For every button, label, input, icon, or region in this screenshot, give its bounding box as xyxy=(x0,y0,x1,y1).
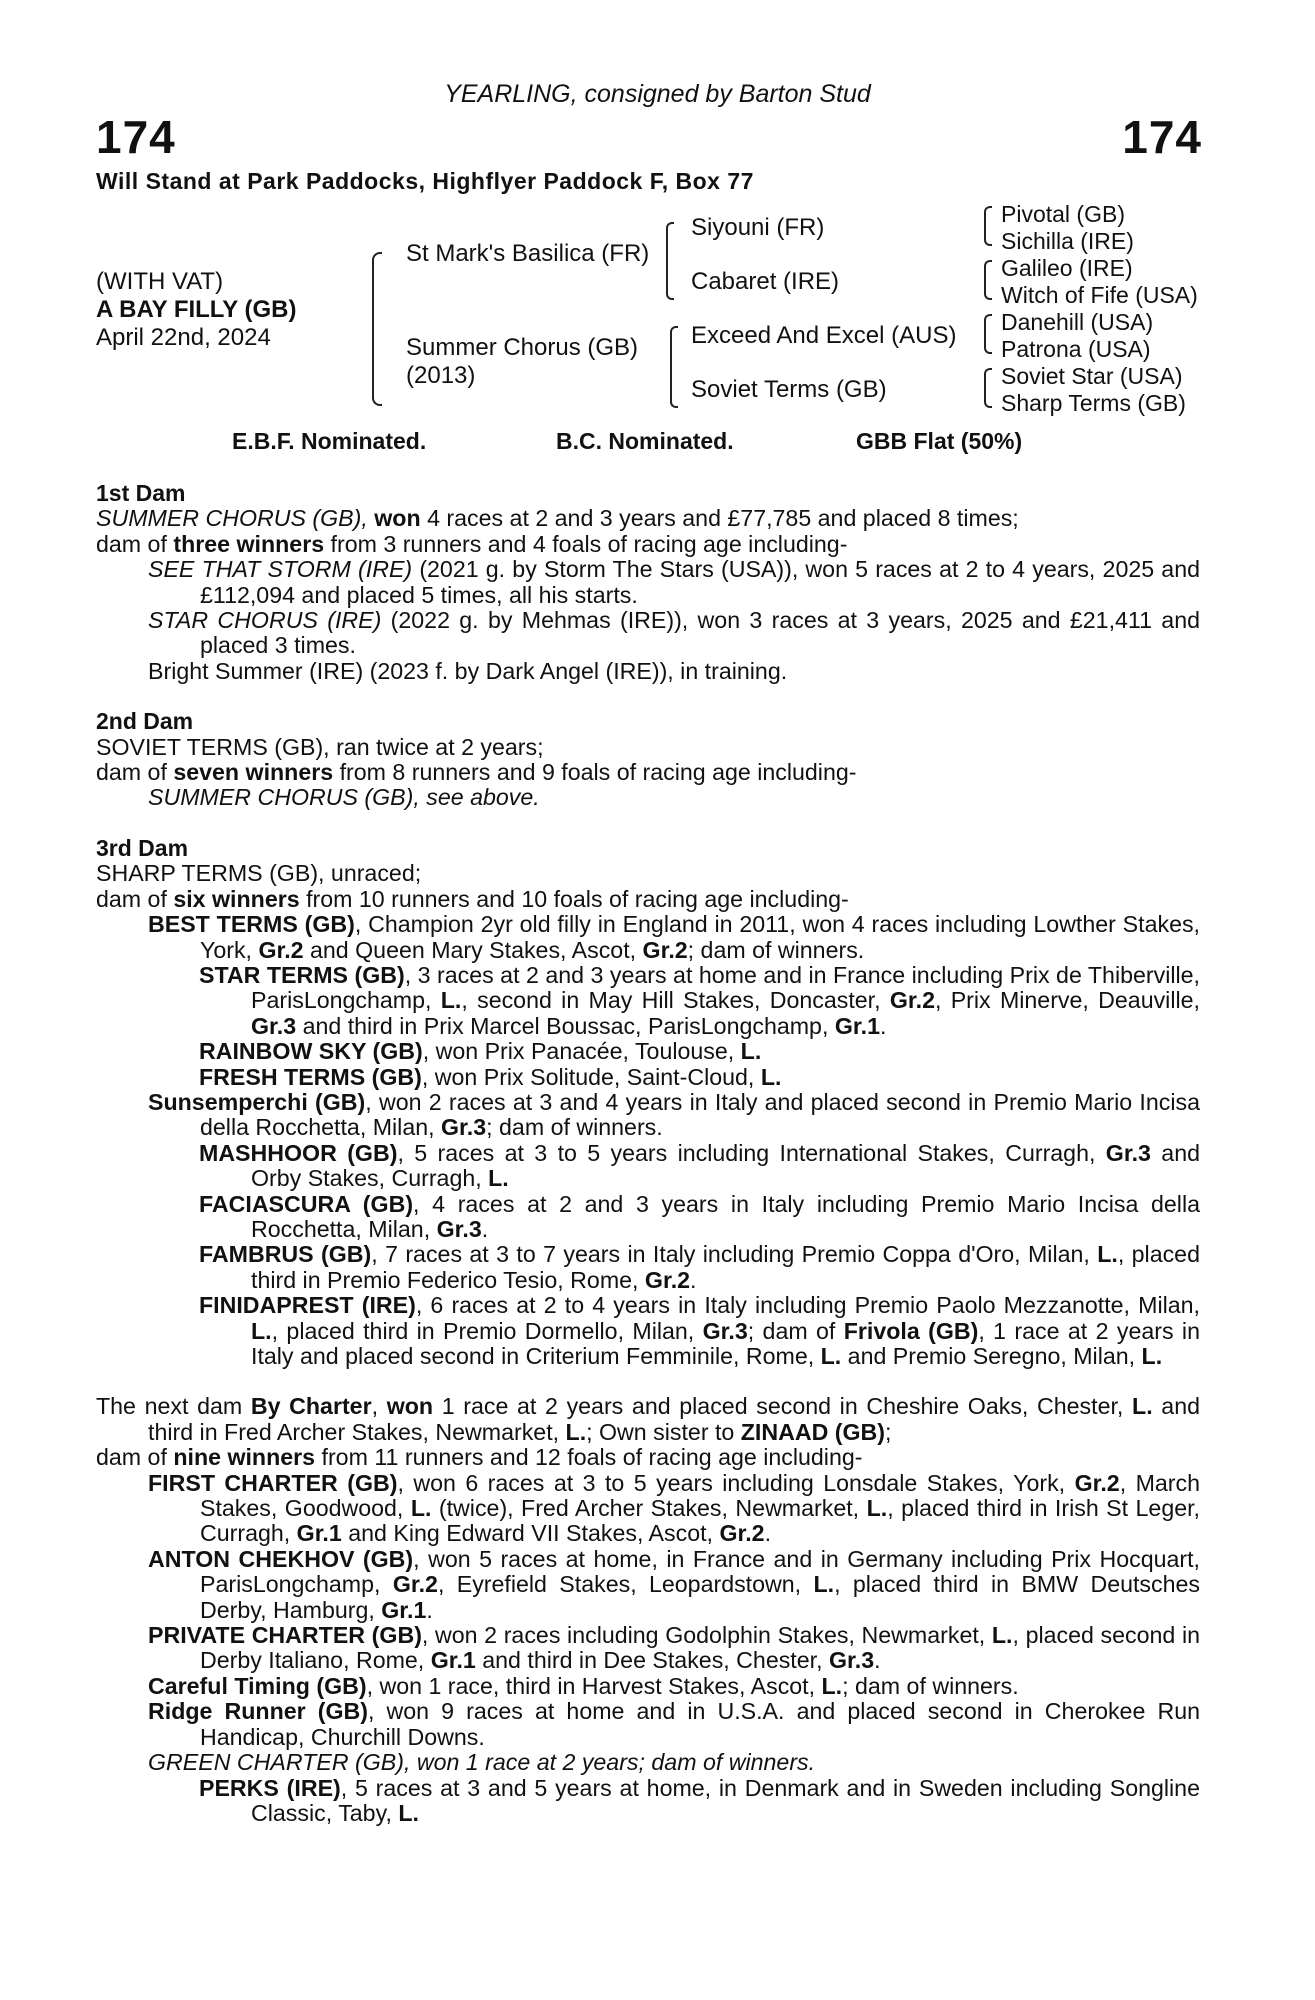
horse-name: Ridge Runner (GB) xyxy=(148,1698,368,1725)
pedigree-g4: Witch of Fife (USA) xyxy=(1001,282,1198,308)
text: , 3 races at 2 and 3 years at home and in France including Prix de Thiberville, ParisLongchamp, xyxy=(251,961,1200,1014)
grade: L. xyxy=(440,987,462,1014)
text: . xyxy=(481,1215,489,1242)
text: , won 2 races at 3 and 4 years in Italy and placed second in Premio Mario Incisa della Rocchetta, Milan, xyxy=(200,1088,1200,1141)
pedigree-g-brace-3 xyxy=(984,314,992,354)
pedigree-g8: Sharp Terms (GB) xyxy=(1001,390,1186,416)
produce-star-chorus xyxy=(96,608,1200,659)
horse-name: Careful Timing (GB) xyxy=(148,1672,367,1699)
produce-rainbow-sky xyxy=(96,1039,1200,1064)
first-dam-name: SUMMER CHORUS (GB), xyxy=(96,505,368,532)
bc-nomination: B.C. Nominated. xyxy=(556,428,734,454)
pedigree-dam-dam: Soviet Terms (GB) xyxy=(691,376,887,403)
text: , placed third in Premio Federico Tesio, Rome, xyxy=(251,1241,1200,1293)
grade: L. xyxy=(760,1063,782,1090)
grade: L. xyxy=(398,1799,419,1826)
grade: Gr.2 xyxy=(644,1266,691,1293)
pedigree-g3: Galileo (IRE) xyxy=(1001,255,1133,281)
produce-see-that-storm xyxy=(96,557,1200,608)
horse-name: Frivola (GB) xyxy=(843,1317,979,1344)
pedigree-g-brace-4 xyxy=(984,368,992,408)
text: (2021 g. by Storm The Stars (USA)), won 5 races at 2 to 4 years, 2025 and £112,094 and placed 5 times, all his starts. xyxy=(200,556,1200,608)
horse-name: A BAY FILLY (GB) xyxy=(96,296,297,323)
produce-summer-chorus: SUMMER CHORUS (GB), see above. xyxy=(148,784,540,811)
text: , won Prix Solitude, Saint-Cloud, xyxy=(421,1063,761,1090)
lot-subtitle: YEARLING, consigned by Barton Stud xyxy=(444,80,871,108)
horse-name: FIRST CHARTER (GB) xyxy=(148,1469,398,1496)
text: and third in Dee Stakes, Chester, xyxy=(475,1647,829,1674)
text: The next dam xyxy=(96,1393,251,1420)
horse-name: PRIVATE CHARTER (GB) xyxy=(148,1622,422,1649)
text: , Champion 2yr old filly in England in 2011, won 4 races including Lowther Stakes, York, xyxy=(200,911,1201,963)
text: 1 race at 2 years and placed second in Cheshire Oaks, Chester, xyxy=(433,1393,1133,1420)
next-dam-line xyxy=(96,1394,1200,1445)
horse-name: STAR CHORUS (IRE) xyxy=(148,607,382,634)
winners-count: six winners xyxy=(173,885,300,912)
pedigree-g5: Danehill (USA) xyxy=(1001,309,1154,335)
text: , xyxy=(371,1393,387,1420)
text: . xyxy=(426,1596,433,1623)
grade: Gr.1 xyxy=(296,1520,342,1547)
grade: L. xyxy=(866,1495,888,1522)
grade: Gr.3 xyxy=(251,1012,297,1039)
pedigree-sire: St Mark's Basilica (FR) xyxy=(406,240,650,267)
grade: L. xyxy=(821,1672,843,1699)
next-dam-produce-line xyxy=(96,1445,1200,1470)
produce-best-terms xyxy=(96,912,1200,963)
pedigree-g6: Patrona (USA) xyxy=(1001,336,1151,362)
grade: L. xyxy=(991,1622,1013,1649)
text: . xyxy=(879,1012,887,1039)
produce-star-terms xyxy=(96,963,1200,1039)
text: , placed second in Derby Italiano, Rome, xyxy=(200,1622,1201,1674)
grade: L. xyxy=(565,1418,587,1445)
text: , 7 races at 3 to 7 years in Italy including Premio Coppa d'Oro, Milan, xyxy=(371,1241,1098,1268)
vat-label: (WITH VAT) xyxy=(96,268,224,295)
grade: L. xyxy=(740,1038,762,1065)
pedigree-g2: Sichilla (IRE) xyxy=(1001,228,1134,254)
text: ; dam of xyxy=(747,1317,844,1344)
horse-name: FACIASCURA (GB) xyxy=(199,1190,414,1217)
ebf-nomination: E.B.F. Nominated. xyxy=(232,428,427,454)
text: , March Stakes, Goodwood, xyxy=(200,1469,1200,1522)
second-dam-heading: 2nd Dam xyxy=(96,708,194,735)
stand-location: Will Stand at Park Paddocks, Highflyer Paddock F, Box 77 xyxy=(96,168,754,194)
text: dam of xyxy=(96,530,174,557)
grade: Gr.2 xyxy=(889,987,935,1014)
horse-name: ZINAAD (GB) xyxy=(740,1418,886,1445)
first-dam-heading: 1st Dam xyxy=(96,480,186,506)
text: ; dam of winners. xyxy=(687,936,865,963)
text: from 11 runners and 12 foals of racing age including- xyxy=(315,1444,863,1471)
grade: L. xyxy=(251,1317,272,1344)
horse-name: FINIDAPREST (IRE) xyxy=(199,1292,416,1319)
text: , won 2 races including Godolphin Stakes, Newmarket, xyxy=(421,1622,992,1649)
won-label: won xyxy=(386,1393,434,1420)
text: and third in Fred Archer Stakes, Newmarket, xyxy=(148,1393,1200,1445)
grade: Gr.2 xyxy=(1074,1469,1120,1496)
pedigree-dam-sire: Exceed And Excel (AUS) xyxy=(691,322,957,349)
text: , won 1 race, third in Harvest Stakes, Ascot, xyxy=(366,1672,822,1699)
pedigree-dam-year: (2013) xyxy=(406,362,476,389)
text: and Premio Seregno, Milan, xyxy=(841,1343,1142,1369)
text: , placed third in Irish St Leger, Curragh, xyxy=(200,1495,1200,1547)
text: ; dam of winners. xyxy=(486,1114,663,1141)
text: and Orby Stakes, Curragh, xyxy=(251,1139,1200,1192)
third-dam-produce-line xyxy=(96,887,1200,912)
spacer xyxy=(96,1369,1200,1394)
lot-number-left: 174 xyxy=(96,111,176,163)
text: , 5 races at 3 and 5 years at home, in Denmark and in Sweden including Songline Classic, Taby, xyxy=(251,1774,1200,1826)
grade: L. xyxy=(813,1571,835,1598)
spacer xyxy=(96,811,1200,836)
winners-count: nine winners xyxy=(173,1444,316,1471)
grade: L. xyxy=(1141,1343,1163,1369)
grade: Gr.1 xyxy=(430,1647,476,1674)
text: , won 6 races at 3 to 5 years including Lonsdale Stakes, York, xyxy=(397,1469,1075,1496)
text: and Queen Mary Stakes, Ascot, xyxy=(303,936,643,963)
text: (2022 g. by Mehmas (IRE)), won 3 races at 3 years, 2025 and £21,411 and placed 3 times. xyxy=(200,607,1200,659)
text: ; dam of winners. xyxy=(842,1672,1019,1699)
text: . xyxy=(690,1266,697,1293)
horse-name: RAINBOW SKY (GB) xyxy=(199,1038,423,1065)
third-dam-line: SHARP TERMS (GB), unraced; xyxy=(96,860,422,887)
grade: L. xyxy=(488,1165,509,1192)
grade: Gr.3 xyxy=(1105,1139,1151,1166)
horse-name: SEE THAT STORM (IRE) xyxy=(148,556,413,583)
produce-anton-chekhov xyxy=(96,1547,1200,1623)
horse-name: STAR TERMS (GB) xyxy=(199,961,405,988)
first-dam-won: won xyxy=(367,505,421,532)
produce-faciascura xyxy=(96,1192,1200,1243)
horse-name: MASHHOOR (GB) xyxy=(199,1139,398,1166)
horse-name: By Charter xyxy=(250,1393,372,1420)
text: , 1 race at 2 years in Italy and placed second in Criterium Femminile, Rome, xyxy=(251,1317,1200,1369)
text: from 10 runners and 10 foals of racing age including- xyxy=(299,885,849,912)
grade: Gr.3 xyxy=(702,1317,748,1344)
horse-name: PERKS (IRE) xyxy=(199,1774,341,1801)
lot-number-right: 174 xyxy=(1122,111,1202,163)
grade: Gr.2 xyxy=(258,936,304,963)
produce-fambrus xyxy=(96,1242,1200,1293)
pedigree-main-brace xyxy=(372,252,382,406)
text: , 6 races at 2 to 4 years in Italy including Premio Paolo Mezzanotte, Milan, xyxy=(415,1292,1200,1319)
pedigree-g1: Pivotal (GB) xyxy=(1001,201,1125,227)
text: , won 9 races at home and in U.S.A. and placed second in Cherokee Run Handicap, Churchill Downs. xyxy=(200,1698,1200,1750)
text: dam of xyxy=(96,759,174,786)
text: , won 5 races at home, in France and in Germany including Prix Hocquart, ParisLongchamp, xyxy=(200,1545,1201,1598)
first-dam-produce-line xyxy=(96,532,1200,557)
produce-private-charter xyxy=(96,1623,1200,1674)
grade: Gr.2 xyxy=(642,936,688,963)
produce-green-charter: GREEN CHARTER (GB), won 1 race at 2 years; dam of winners. xyxy=(148,1749,816,1776)
grade: L. xyxy=(1132,1393,1153,1420)
horse-name: FRESH TERMS (GB) xyxy=(199,1063,422,1090)
horse-name: Sunsemperchi (GB) xyxy=(148,1088,366,1115)
text: and King Edward VII Stakes, Ascot, xyxy=(341,1520,720,1547)
produce-finidaprest xyxy=(96,1293,1200,1369)
horse-name: FAMBRUS (GB) xyxy=(199,1241,372,1268)
text: . xyxy=(764,1520,772,1547)
winners-count: seven winners xyxy=(173,759,334,786)
produce-careful-timing xyxy=(96,1674,1200,1699)
produce-mashhoor xyxy=(96,1141,1200,1192)
third-dam-heading: 3rd Dam xyxy=(96,834,189,861)
grade: Gr.3 xyxy=(828,1647,875,1674)
text: ; Own sister to xyxy=(586,1418,741,1445)
text: , placed third in BMW Deutsches Derby, Hamburg, xyxy=(200,1571,1200,1623)
text: , Eyrefield Stakes, Leopardstown, xyxy=(437,1571,814,1598)
grade: Gr.3 xyxy=(441,1114,487,1141)
spacer xyxy=(96,684,1200,709)
pedigree-dam: Summer Chorus (GB) xyxy=(406,334,639,361)
text: from 3 runners and 4 foals of racing age including- xyxy=(324,530,848,557)
text: dam of xyxy=(96,885,174,912)
grade: L. xyxy=(1097,1241,1118,1268)
pedigree-g7: Soviet Star (USA) xyxy=(1001,363,1183,389)
text: , won Prix Panacée, Toulouse, xyxy=(422,1038,741,1065)
text: , second in May Hill Stakes, Doncaster, xyxy=(461,987,890,1014)
produce-first-charter xyxy=(96,1471,1200,1547)
pedigree-g-brace-2 xyxy=(984,260,992,300)
grade: Gr.1 xyxy=(834,1012,880,1039)
second-dam-line: SOVIET TERMS (GB), ran twice at 2 years; xyxy=(96,733,544,760)
text: dam of xyxy=(96,1444,174,1471)
produce-fresh-terms xyxy=(96,1065,1200,1090)
produce-bright-summer: Bright Summer (IRE) (2023 f. by Dark Angel (IRE)), in training. xyxy=(148,657,788,684)
pedigree-notes xyxy=(96,481,1200,1826)
text: , 4 races at 2 and 3 years in Italy including Premio Mario Incisa della Rocchetta, Milan, xyxy=(251,1190,1200,1242)
text: , Prix Minerve, Deauville, xyxy=(934,987,1200,1014)
horse-name: BEST TERMS (GB) xyxy=(148,911,355,938)
text: from 8 runners and 9 foals of racing age including- xyxy=(333,759,857,786)
pedigree-dam-brace xyxy=(670,326,678,408)
produce-perks xyxy=(96,1776,1200,1827)
grade: Gr.3 xyxy=(436,1215,482,1242)
grade: Gr.1 xyxy=(381,1596,427,1623)
text: (twice), Fred Archer Stakes, Newmarket, xyxy=(431,1495,867,1522)
grade: L. xyxy=(820,1343,842,1369)
pedigree-sire-brace xyxy=(666,222,674,300)
text: ; xyxy=(885,1418,892,1445)
pedigree-sire-dam: Cabaret (IRE) xyxy=(691,268,840,295)
produce-ridge-runner xyxy=(96,1699,1200,1750)
grade: Gr.2 xyxy=(719,1520,765,1547)
first-dam-line xyxy=(96,506,1200,531)
produce-sunsemperchi xyxy=(96,1090,1200,1141)
grade: L. xyxy=(410,1495,432,1522)
grade: Gr.2 xyxy=(392,1571,438,1598)
horse-name: ANTON CHEKHOV (GB) xyxy=(148,1545,414,1572)
foaling-date: April 22nd, 2024 xyxy=(96,324,271,351)
text: , 5 races at 3 to 5 years including International Stakes, Curragh, xyxy=(397,1139,1106,1166)
pedigree-g-brace-1 xyxy=(984,206,992,246)
second-dam-produce-line xyxy=(96,760,1200,785)
gbb-flat: GBB Flat (50%) xyxy=(856,428,1023,454)
winners-count: three winners xyxy=(173,530,325,557)
pedigree-sire-sire: Siyouni (FR) xyxy=(691,214,825,241)
text: and third in Prix Marcel Boussac, ParisLongchamp, xyxy=(296,1012,835,1039)
text: , placed third in Premio Dormello, Milan, xyxy=(271,1317,703,1344)
text: . xyxy=(874,1647,881,1674)
first-dam-record: 4 races at 2 and 3 years and £77,785 and placed 8 times; xyxy=(420,505,1019,532)
